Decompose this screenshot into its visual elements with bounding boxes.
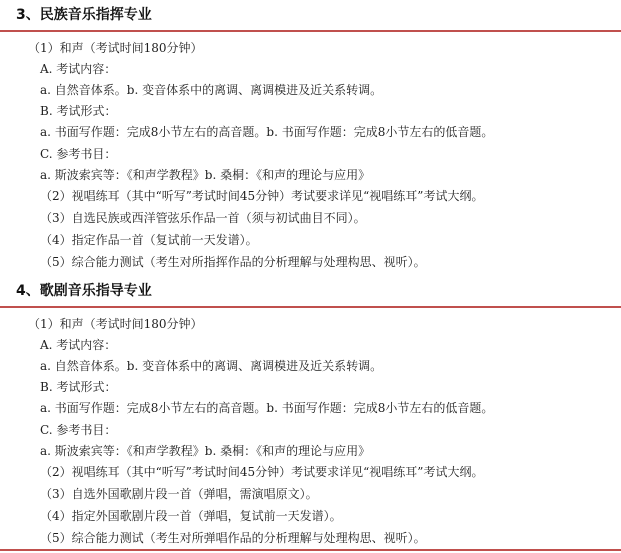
- section-opera-coaching: [0, 276, 621, 545]
- section-ethnic-conducting: [0, 0, 621, 269]
- exam-item-assigned-work: （4）指定作品一首（复试前一天发谱）。: [40, 233, 258, 247]
- exam-content-detail: a. 自然音体系。b. 变音体系中的离调、离调模进及近关系转调。: [40, 83, 383, 97]
- section-header: [0, 276, 621, 308]
- exam-content-heading: A. 考试内容：: [40, 338, 117, 352]
- exam-item-ear-training: （2）视唱练耳（其中“听写”考试时间45分钟）考试要求详见“视唱练耳”考试大纲。: [40, 465, 484, 479]
- exam-item-self-selected: （3）自选民族或西洋管弦乐作品一首（须与初试曲目不同）。: [40, 211, 366, 225]
- exam-format-heading: B. 考试形式：: [40, 104, 117, 118]
- exam-item-assigned-work: （4）指定外国歌剧片段一首（弹唱，复试前一天发谱）。: [40, 509, 342, 523]
- reference-books-heading: C. 参考书目：: [40, 423, 117, 437]
- exam-item-ear-training: （2）视唱练耳（其中“听写”考试时间45分钟）考试要求详见“视唱练耳”考试大纲。: [40, 189, 484, 203]
- bottom-divider: [0, 549, 621, 551]
- exam-item-comprehensive: （5）综合能力测试（考生对所弹唱作品的分析理解与处理构思、视听）。: [40, 531, 426, 545]
- exam-content-detail: a. 自然音体系。b. 变音体系中的离调、离调模进及近关系转调。: [40, 359, 383, 373]
- exam-item-comprehensive: （5）综合能力测试（考生对所指挥作品的分析理解与处理构思、视听）。: [40, 255, 426, 269]
- exam-item-self-selected: （3）自选外国歌剧片段一首（弹唱，需演唱原文）。: [40, 487, 318, 501]
- exam-format-heading: B. 考试形式：: [40, 380, 117, 394]
- reference-books-detail: a. 斯波索宾等：《和声学教程》b. 桑桐：《和声的理论与应用》: [40, 168, 371, 182]
- section-header: [0, 0, 621, 32]
- exam-item-harmony: （1）和声（考试时间180分钟）: [28, 317, 203, 331]
- section-title: 4、歌剧音乐指导专业: [16, 283, 152, 299]
- reference-books-detail: a. 斯波索宾等：《和声学教程》b. 桑桐：《和声的理论与应用》: [40, 444, 371, 458]
- section-title: 3、民族音乐指挥专业: [16, 7, 152, 23]
- exam-format-detail: a. 书面写作题：完成8小节左右的高音题。b. 书面写作题：完成8小节左右的低音题。: [40, 401, 494, 415]
- reference-books-heading: C. 参考书目：: [40, 147, 117, 161]
- exam-format-detail: a. 书面写作题：完成8小节左右的高音题。b. 书面写作题：完成8小节左右的低音题。: [40, 125, 494, 139]
- exam-content-heading: A. 考试内容：: [40, 62, 117, 76]
- exam-item-harmony: （1）和声（考试时间180分钟）: [28, 41, 203, 55]
